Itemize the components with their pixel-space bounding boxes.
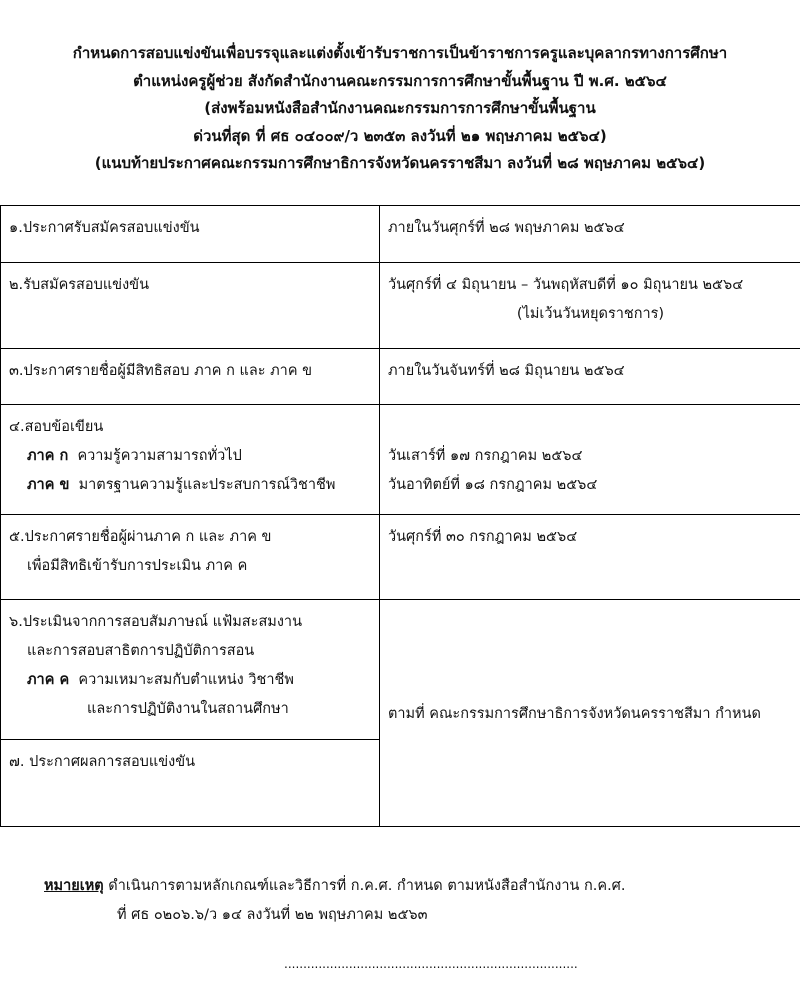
remark-reference: ที่ ศธ ๐๒๐๖.๖/ว ๑๔ ลงวันที่ ๒๒ พฤษภาคม ๒๕๖๓	[117, 907, 428, 923]
step-cell: ๔.สอบข้อเขียน ภาค ก ความรู้ความสามารถทั่วไป ภาค ข มาตรฐานความรู้และประสบการณ์วิชาชีพ	[1, 405, 380, 515]
step-cell: ๗. ประกาศผลการสอบแข่งขัน	[1, 740, 380, 827]
date-cell: ภายในวันศุกร์ที่ ๒๘ พฤษภาคม ๒๕๖๔	[380, 206, 800, 263]
header-reference-1: (ส่งพร้อมหนังสือสำนักงานคณะกรรมการการศึกษาขั้นพื้นฐาน	[204, 99, 596, 117]
signature-line: .............................................................................	[284, 957, 578, 971]
table-row	[1, 349, 800, 405]
step-cell: ๓.ประกาศรายชื่อผู้มีสิทธิสอบ ภาค ก และ ภาค ข	[1, 349, 380, 405]
header-title: กำหนดการสอบแข่งขันเพื่อบรรจุและแต่งตั้งเข้ารับราชการเป็นข้าราชการครูและบุคลากรทางการศึกษา	[72, 44, 728, 62]
table-row	[1, 600, 800, 740]
table-row	[1, 263, 800, 349]
date-cell: วันศุกร์ที่ ๓๐ กรกฎาคม ๒๕๖๔	[380, 515, 800, 600]
step-cell: ๕.ประกาศรายชื่อผู้ผ่านภาค ก และ ภาค ข เพื่อมีสิทธิเข้ารับการประเมิน ภาค ค	[1, 515, 380, 600]
remark-text: ดำเนินการตามหลักเกณฑ์และวิธีการที่ ก.ค.ศ. กำหนด ตามหนังสือสำนักงาน ก.ค.ศ.	[108, 878, 626, 894]
header-reference-2: ด่วนที่สุด ที่ ศธ ๐๔๐๐๙/ว ๒๓๕๓ ลงวันที่ ๒๑ พฤษภาคม ๒๕๖๔)	[193, 126, 607, 145]
step-cell: ๖.ประเมินจากการสอบสัมภาษณ์ แฟ้มสะสมงาน และการสอบสาธิตการปฏิบัติการสอน ภาค ค ความเหมาะสมกับตำแหน่ง วิชาชีพ และการปฏิบัติงานในสถานศึกษา	[1, 600, 380, 740]
table-row	[1, 405, 800, 515]
date-cell: วันศุกร์ที่ ๔ มิถุนายน – วันพฤหัสบดีที่ ๑๐ มิถุนายน ๒๕๖๔ (ไม่เว้นวันหยุดราชการ)	[380, 263, 800, 349]
table-row	[1, 206, 800, 263]
document-header	[0, 40, 800, 178]
header-position: ตำแหน่งครูผู้ช่วย สังกัดสำนักงานคณะกรรมการการศึกษาขั้นพื้นฐาน ปี พ.ศ. ๒๕๖๔	[133, 71, 667, 90]
table-row	[1, 515, 800, 600]
remark	[44, 872, 784, 930]
merged-date-cell: ตามที่ คณะกรรมการศึกษาธิการจังหวัดนครราชสีมา กำหนด	[380, 600, 800, 827]
schedule-table	[0, 205, 800, 827]
step-cell: ๑.ประกาศรับสมัครสอบแข่งขัน	[1, 206, 380, 263]
remark-label: หมายเหตุ	[44, 878, 104, 894]
header-attachment: (แนบท้ายประกาศคณะกรรมการศึกษาธิการจังหวัดนครราชสีมา ลงวันที่ ๒๘ พฤษภาคม ๒๕๖๔)	[94, 154, 706, 172]
step-cell: ๒.รับสมัครสอบแข่งขัน	[1, 263, 380, 349]
date-cell: วันเสาร์ที่ ๑๗ กรกฎาคม ๒๕๖๔ วันอาทิตย์ที่ ๑๘ กรกฎาคม ๒๕๖๔	[380, 405, 800, 515]
date-cell: ภายในวันจันทร์ที่ ๒๘ มิถุนายน ๒๕๖๔	[380, 349, 800, 405]
